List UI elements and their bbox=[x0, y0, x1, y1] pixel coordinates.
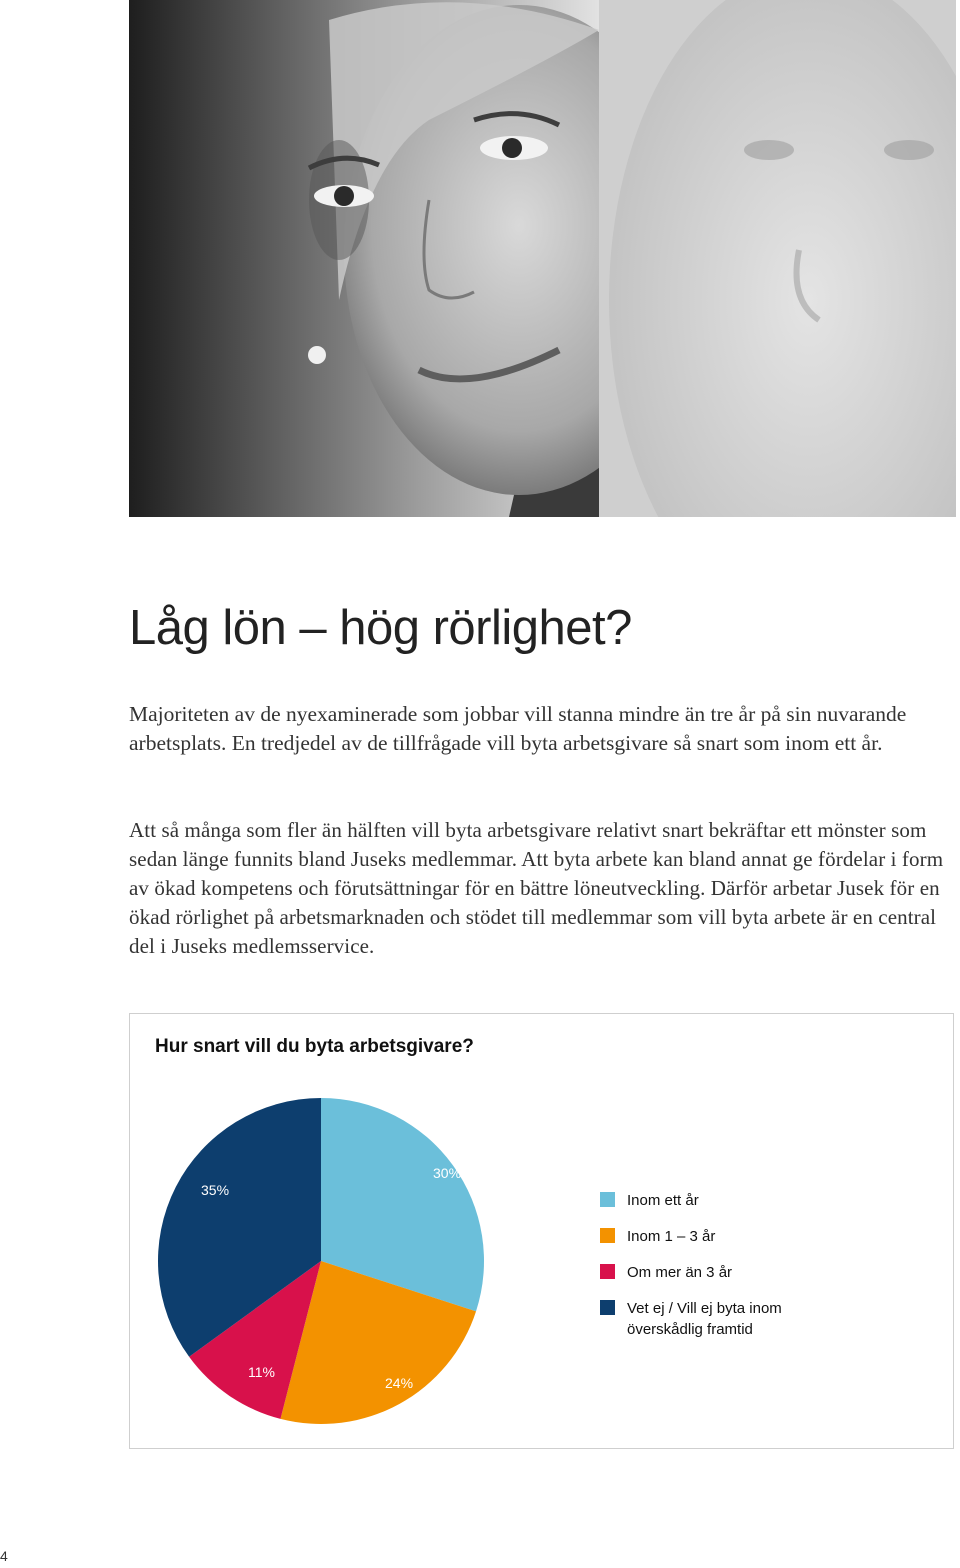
page-number: 4 bbox=[0, 1548, 8, 1564]
legend-swatch bbox=[600, 1264, 615, 1279]
legend-swatch bbox=[600, 1300, 615, 1315]
portrait-photo bbox=[129, 0, 956, 517]
value-label-35: 35% bbox=[201, 1182, 230, 1198]
value-label-11: 11% bbox=[248, 1364, 275, 1380]
legend-swatch bbox=[600, 1192, 615, 1207]
value-label-24: 24% bbox=[385, 1375, 414, 1391]
value-label-30: 30% bbox=[433, 1165, 462, 1181]
intro-paragraph: Majoriteten av de nyexaminerade som jobbar vill stanna mindre än tre år på sin nuvarande arbetsplats. En tredjedel av de tillfrågade vill byta arbetsgivare så snart som inom ett år. bbox=[129, 702, 907, 755]
legend-label: Vet ej / Vill ej byta inom överskådlig framtid bbox=[627, 1300, 782, 1338]
chart-title: Hur snart vill du byta arbetsgivare? bbox=[155, 1036, 474, 1057]
chart-panel bbox=[129, 1013, 954, 1449]
legend-swatch bbox=[600, 1228, 615, 1243]
page-title: Låg lön – hög rörlighet? bbox=[129, 601, 632, 655]
legend-label: Inom 1 – 3 år bbox=[627, 1228, 716, 1245]
legend-label: Om mer än 3 år bbox=[627, 1264, 733, 1281]
body-paragraph: Att så många som fler än hälften vill byta arbetsgivare relativt snart bekräftar ett mönster som sedan länge funnits bland Juseks medlemmar. Att byta arbete kan bland annat ge fördelar i form av ökad kompetens och förutsättningar för en bättre löneutveckling. Därför arbetar Jusek för en ökad rörlighet på arbetsmarknaden och stödet till medlemmar som vill byta arbete är en central del i Juseks medlemsservice. bbox=[129, 818, 944, 958]
legend-label: Inom ett år bbox=[627, 1192, 699, 1209]
